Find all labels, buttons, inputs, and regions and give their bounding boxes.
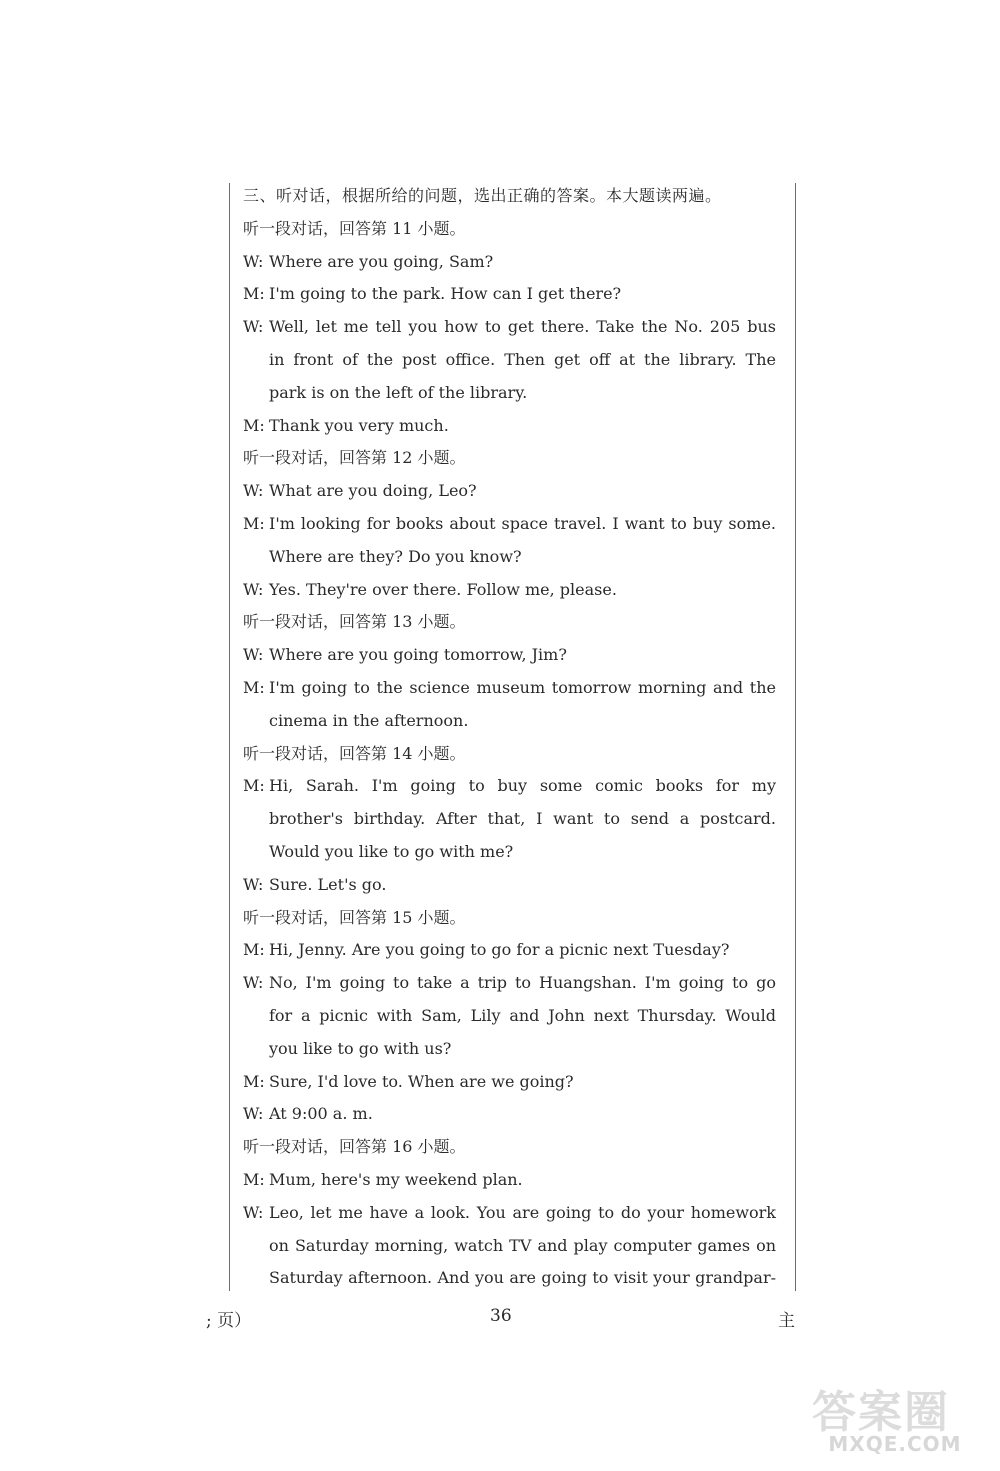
dialogue-lines — [243, 213, 776, 1295]
dialogue-text-block — [243, 180, 776, 1295]
speech-text: I'm going to the science museum tomorrow morning and the — [269, 677, 776, 697]
dialogue-continuation-line: brother's birthday. After that, I want to send a postcard. — [269, 809, 776, 829]
dialogue-line — [243, 1164, 776, 1197]
dialogue-line — [243, 410, 776, 443]
speaker-label: M: — [243, 415, 265, 435]
dialogue-line — [243, 672, 776, 705]
speaker-label: W: — [243, 1202, 264, 1222]
speaker-label: M: — [243, 513, 265, 533]
speech-text: I'm going to the park. How can I get there? — [269, 284, 622, 304]
speech-text: What are you doing, Leo? — [269, 481, 477, 501]
speaker-label: W: — [243, 1104, 264, 1124]
dialogue-line — [243, 934, 776, 967]
dialogue-continuation-line: in front of the post office. Then get off at the library. The — [269, 349, 776, 369]
speech-text: Sure. Let's go. — [269, 874, 387, 894]
speech-text: Where are you going, Sam? — [269, 251, 494, 271]
speech-text: I'm looking for books about space travel. I want to buy some. — [269, 513, 776, 533]
speech-text: Well, let me tell you how to get there. Take the No. 205 bus — [269, 317, 776, 337]
dialogue-continuation-line: park is on the left of the library. — [269, 382, 528, 402]
dialogue-section-heading: 听一段对话，回答第 13 小题。 — [243, 612, 466, 632]
dialogue-continuation-line: you like to go with us? — [269, 1038, 452, 1058]
speech-text: Hi, Sarah. I'm going to buy some comic books for my — [269, 776, 776, 796]
dialogue-continuation-line: Where are they? Do you know? — [269, 546, 522, 566]
dialogue-line — [243, 246, 776, 279]
dialogue-line — [243, 639, 776, 672]
speech-text: Thank you very much. — [269, 415, 449, 435]
dialogue-line — [243, 967, 776, 1000]
speech-text: Hi, Jenny. Are you going to go for a picnic next Tuesday? — [269, 940, 730, 960]
dialogue-section-heading: 听一段对话，回答第 12 小题。 — [243, 448, 466, 468]
dialogue-line — [243, 869, 776, 902]
dialogue-continuation-line: for a picnic with Sam, Lily and John next Thursday. Would — [269, 1005, 776, 1025]
watermark-site: MXQE.COM — [828, 1432, 962, 1456]
watermark — [800, 1370, 990, 1465]
dialogue-continuation-line: on Saturday morning, watch TV and play computer games on — [269, 1235, 776, 1255]
speech-text: Leo, let me have a look. You are going to do your homework — [269, 1202, 776, 1222]
dialogue-line — [243, 1066, 776, 1099]
speaker-label: W: — [243, 874, 264, 894]
dialogue-line — [243, 278, 776, 311]
speaker-label: M: — [243, 1071, 265, 1091]
speaker-label: W: — [243, 251, 264, 271]
speech-text: Mum, here's my weekend plan. — [269, 1169, 523, 1189]
dialogue-line — [243, 1197, 776, 1230]
dialogue-line — [243, 574, 776, 607]
speaker-label: W: — [243, 579, 264, 599]
speaker-label: W: — [243, 645, 264, 665]
dialogue-section-heading: 听一段对话，回答第 15 小题。 — [243, 907, 466, 927]
speech-text: Where are you going tomorrow, Jim? — [269, 645, 567, 665]
page-number: 36 — [490, 1306, 512, 1326]
speaker-label: M: — [243, 776, 265, 796]
speaker-label: M: — [243, 1169, 265, 1189]
speech-text: Yes. They're over there. Follow me, please. — [269, 579, 617, 599]
speaker-label: W: — [243, 317, 264, 337]
dialogue-line — [243, 508, 776, 541]
dialogue-line — [243, 1098, 776, 1131]
left-margin-rule — [229, 183, 230, 1291]
dialogue-section-heading: 听一段对话，回答第 16 小题。 — [243, 1137, 466, 1157]
right-margin-rule — [795, 183, 796, 1291]
speaker-label: M: — [243, 940, 265, 960]
speech-text: No, I'm going to take a trip to Huangshan. I'm going to go — [269, 973, 776, 993]
dialogue-line — [243, 475, 776, 508]
speech-text: At 9:00 a. m. — [269, 1104, 373, 1124]
speaker-label: W: — [243, 973, 264, 993]
speaker-label: M: — [243, 677, 265, 697]
watermark-logo: 答案圈 — [812, 1387, 950, 1438]
dialogue-line — [243, 311, 776, 344]
dialogue-continuation-line: cinema in the afternoon. — [269, 710, 469, 730]
dialogue-section-heading: 听一段对话，回答第 14 小题。 — [243, 743, 466, 763]
section-heading: 三、听对话，根据所给的问题，选出正确的答案。本大题读两遍。 — [243, 186, 722, 205]
dialogue-section-heading: 听一段对话，回答第 11 小题。 — [243, 218, 466, 238]
footer-left-fragment: ; 页） — [206, 1311, 252, 1331]
speaker-label: M: — [243, 284, 265, 304]
dialogue-line — [243, 770, 776, 803]
speech-text: Sure, I'd love to. When are we going? — [269, 1071, 574, 1091]
speaker-label: W: — [243, 481, 264, 501]
dialogue-continuation-line: Would you like to go with me? — [269, 841, 514, 861]
dialogue-continuation-line: Saturday afternoon. And you are going to visit your grandpar- — [269, 1268, 776, 1288]
footer-right-fragment: 主 — [778, 1311, 795, 1331]
